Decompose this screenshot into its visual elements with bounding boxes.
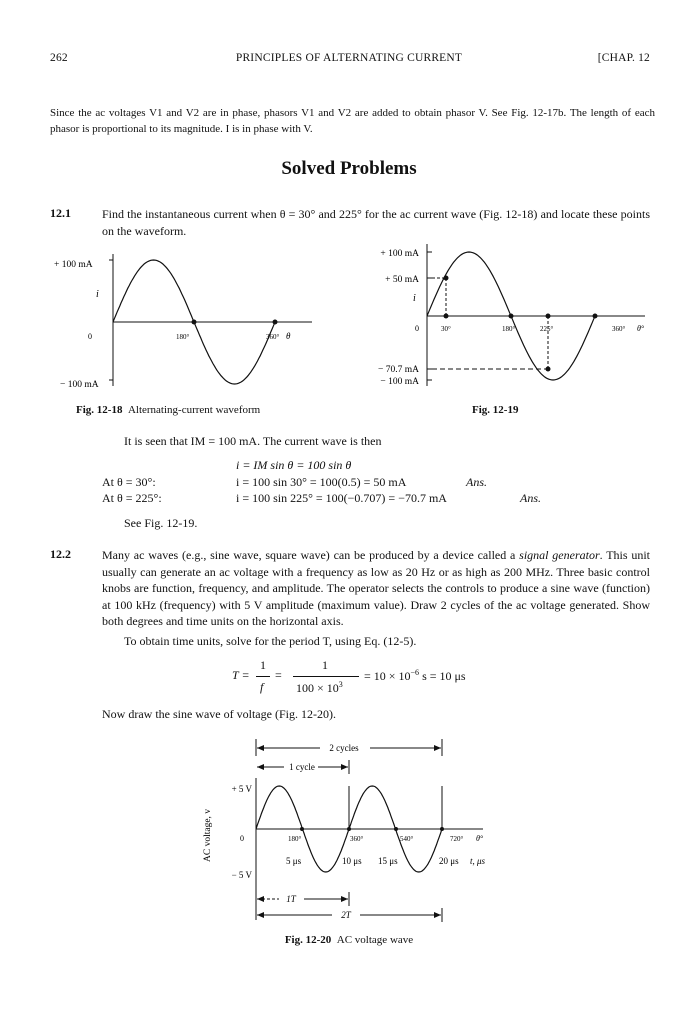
x-30-label: 30° — [441, 325, 451, 333]
tick-dot-180 — [509, 314, 514, 319]
running-title: PRINCIPLES OF ALTERNATING CURRENT — [235, 52, 463, 64]
general-equation: i = IM sin θ = 100 sin θ — [236, 458, 352, 472]
text-part: . This unit usually can generate an ac voltage with a frequency as low as 20 Hz or as high as 200 MHz. Three basic control knobs are function, frequency, and amplitude. The operator selects the controls to produce a sine wave (function) at 100 kHz (frequency) with 5 V amplitude (maximum value). Draw 2 cycles of the ac voltage generated. Show both degrees and time units on the horizontal axis. — [102, 548, 650, 628]
y-var-label: i — [413, 293, 416, 304]
result-tail: s = 10 μs — [419, 669, 466, 683]
two-t-label: 2T — [341, 910, 351, 920]
fraction-bar — [256, 676, 270, 677]
y-50-label: + 50 mA — [385, 275, 419, 285]
answer-1: Ans. — [466, 475, 487, 489]
at30-label: At θ = 30°: — [102, 475, 156, 489]
fig-12-18-waveform — [40, 240, 340, 400]
fig-label: Fig. 12-19 — [472, 404, 519, 416]
problem-number-12-1: 12.1 — [50, 206, 71, 220]
two-cycles-label: 2 cycles — [329, 743, 359, 753]
problem-12-1-text: Find the instantaneous current when θ = 30° and 225° for the ac current wave (Fig. 12-18) and locate these points on the waveform. — [102, 207, 650, 238]
x-var-label: θ° — [637, 324, 645, 333]
eq-f: f — [260, 680, 264, 694]
eq-denominator — [296, 680, 343, 696]
denom-exponent: 3 — [338, 680, 343, 689]
x-225-label: 225° — [540, 325, 554, 333]
chapter-label: [CHAP. 12 — [597, 52, 650, 64]
deg-var: θ° — [476, 834, 484, 843]
zero-crossing-dot — [192, 320, 197, 325]
y-bottom-label: − 100 mA — [60, 380, 99, 390]
at225-label: At θ = 225°: — [102, 491, 162, 505]
fig-title: AC voltage wave — [336, 934, 414, 946]
section-title: Solved Problems — [281, 158, 417, 179]
time-10: 10 μs — [342, 856, 362, 866]
zero-label: 0 — [415, 324, 419, 333]
answer-2: Ans. — [520, 491, 541, 505]
time-var: t, μs — [470, 856, 486, 866]
x-180-label: 180° — [176, 333, 190, 341]
deg-180: 180° — [288, 835, 302, 843]
y-pos-label: + 5 V — [231, 784, 252, 794]
y-axis-label: AC voltage, v — [203, 808, 213, 862]
y-100-label: + 100 mA — [380, 249, 419, 259]
y-neg707-label: − 70.7 mA — [378, 365, 419, 375]
zero-label: 0 — [240, 834, 244, 843]
y-top-label: + 100 mA — [54, 260, 93, 270]
zero-crossing-dot — [273, 320, 278, 325]
eq-result — [364, 668, 466, 684]
period-intro: To obtain time units, solve for the period T, using Eq. (12-5). — [124, 634, 417, 648]
one-cycle-label: 1 cycle — [289, 762, 315, 772]
see-fig-19: See Fig. 12-19. — [124, 516, 198, 530]
x-360-label: 360° — [612, 325, 626, 333]
x-180-label: 180° — [502, 325, 516, 333]
one-t-label: 1T — [286, 894, 296, 904]
at225-equation: i = 100 sin 225° = 100(−0.707) = −70.7 mA — [236, 491, 447, 505]
fig-12-20-waveform — [196, 732, 506, 927]
problem-number-12-2: 12.2 — [50, 547, 71, 561]
eq-num2: 1 — [322, 658, 328, 672]
denom-base: 100 × 10 — [296, 681, 339, 695]
tick-dot-30 — [444, 314, 449, 319]
fig-label: Fig. 12-20 — [284, 934, 332, 946]
tick-dot-225 — [546, 314, 551, 319]
time-15: 15 μs — [378, 856, 398, 866]
fig-12-20-caption — [0, 934, 698, 946]
text-part: Many ac waves (e.g., sine wave, square wave) can be produced by a device called a — [102, 548, 516, 562]
deg-360: 360° — [350, 835, 364, 843]
intro-paragraph: Since the ac voltages V1 and V2 are in phase, phasors V1 and V2 are added to obtain phasor V. See Fig. 12-17b. The length of each phasor is proportional to its magnitude. I is in phase with V. — [50, 107, 655, 135]
y-neg100-label: − 100 mA — [380, 377, 419, 387]
page-number: 262 — [50, 52, 68, 64]
eq-equals: = — [275, 668, 282, 682]
at30-equation: i = 100 sin 30° = 100(0.5) = 50 mA — [236, 475, 407, 489]
y-var-label: i — [96, 289, 99, 300]
zero-label: 0 — [88, 332, 92, 341]
y-neg-label: − 5 V — [231, 870, 252, 880]
time-20: 20 μs — [439, 856, 459, 866]
result-base: = 10 × 10 — [364, 669, 411, 683]
x-360-label: 360° — [266, 333, 280, 341]
fraction-bar — [293, 676, 359, 677]
fig-12-19-waveform — [340, 240, 660, 400]
solution-intro: It is seen that IM = 100 mA. The current wave is then — [124, 434, 382, 448]
fig-12-18-caption — [76, 404, 260, 416]
x-var-label: θ — [286, 331, 291, 341]
fig-label: Fig. 12-18 — [76, 404, 123, 416]
eq-lhs: T = — [232, 668, 250, 682]
eq-num1: 1 — [260, 658, 266, 672]
fig-title: Alternating-current waveform — [127, 404, 261, 416]
time-5: 5 μs — [286, 856, 302, 866]
deg-540: 540° — [400, 835, 414, 843]
draw-line: Now draw the sine wave of voltage (Fig. 12-20). — [102, 707, 336, 721]
point-30deg — [444, 276, 449, 281]
tick-dot-360 — [593, 314, 598, 319]
deg-720: 720° — [450, 835, 464, 843]
signal-generator-term: signal generator — [519, 548, 600, 562]
point-225deg — [546, 367, 551, 372]
fig-12-19-caption — [472, 404, 518, 416]
result-exponent: −6 — [410, 668, 420, 677]
problem-12-2-text — [102, 547, 650, 630]
